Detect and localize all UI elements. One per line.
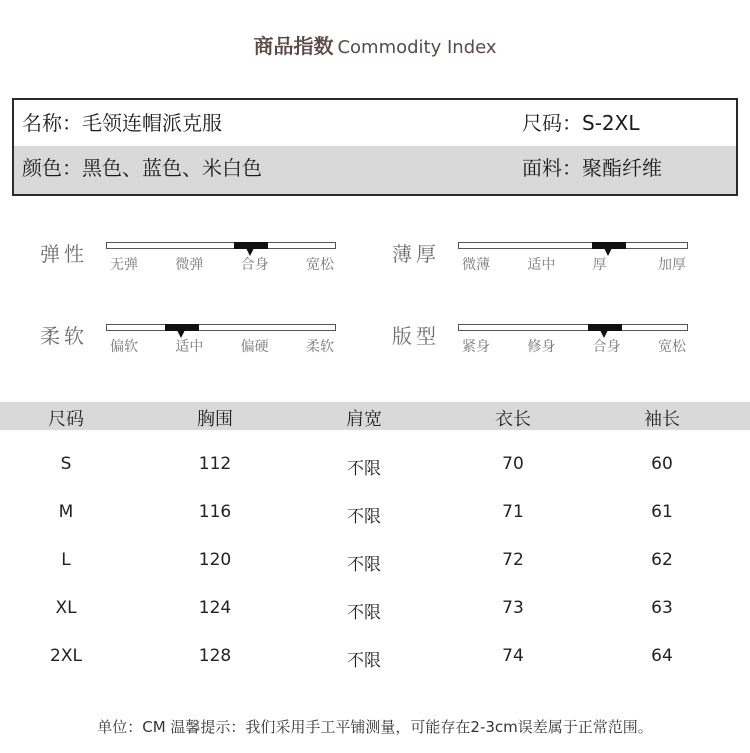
scale-bar (458, 242, 688, 249)
table-cell: 61 (651, 502, 673, 522)
scale-bar (106, 242, 336, 249)
product-fabric: 面料：聚酯纤维 (522, 156, 662, 180)
table-cell: 不限 (347, 459, 381, 479)
table-cell: 74 (502, 646, 524, 666)
page-title (0, 30, 750, 59)
scale-label: 加厚 (658, 257, 686, 273)
table-cell: M (58, 502, 74, 522)
measurement-note: 单位：CM 温馨提示：我们采用手工平铺测量，可能存在2-3cm误差属于正常范围。 (97, 718, 653, 736)
product-colors: 颜色：黑色、蓝色、米白色 (22, 156, 262, 180)
scale-label: 无弹 (110, 257, 138, 273)
scale-label: 微弹 (175, 257, 204, 273)
scale-label: 修身 (527, 339, 556, 355)
table-cell: 63 (651, 598, 673, 618)
scale-name: 薄厚 (392, 242, 440, 266)
table-row (0, 642, 750, 672)
scale-label: 紧身 (462, 339, 490, 355)
table-cell: 71 (502, 502, 524, 522)
header-size: 尺码 (48, 409, 84, 430)
table-cell: 70 (502, 454, 524, 474)
scale-label: 偏硬 (240, 339, 269, 355)
table-cell: 不限 (347, 651, 381, 671)
scale-label: 宽松 (306, 257, 334, 273)
table-cell: XL (55, 598, 77, 618)
table-cell: 124 (198, 598, 232, 618)
size-table-header (0, 402, 750, 430)
table-cell: 不限 (347, 603, 381, 623)
scale-fit (392, 320, 692, 360)
product-name: 名称：毛领连帽派克服 (22, 111, 222, 135)
scale-name: 弹性 (40, 242, 88, 266)
scale-elasticity (40, 238, 340, 278)
table-cell: 62 (651, 550, 673, 570)
info-row-2 (14, 146, 736, 194)
title-en: Commodity Index (337, 37, 497, 58)
table-row (0, 498, 750, 528)
info-row-1 (14, 100, 736, 146)
table-cell: 72 (502, 550, 524, 570)
header-sleeve: 袖长 (644, 409, 680, 430)
header-chest: 胸围 (197, 409, 233, 430)
table-cell: 60 (651, 454, 673, 474)
scale-label: 微薄 (462, 257, 490, 273)
product-size-range: 尺码：S-2XL (522, 111, 640, 135)
scale-softness (40, 320, 340, 360)
table-cell: 120 (198, 550, 232, 570)
scale-bar (106, 324, 336, 331)
scale-label: 适中 (527, 257, 556, 273)
table-cell: 128 (198, 646, 232, 666)
table-cell: 73 (502, 598, 524, 618)
scale-label: 合身 (592, 339, 621, 355)
scale-label: 宽松 (658, 339, 686, 355)
scale-label: 合身 (240, 257, 269, 273)
table-cell: 64 (651, 646, 673, 666)
table-cell: S (60, 454, 72, 474)
table-row (0, 594, 750, 624)
scale-label: 适中 (175, 339, 204, 355)
scale-label: 偏软 (110, 339, 138, 355)
table-cell: L (61, 550, 71, 570)
table-cell: 112 (198, 454, 232, 474)
header-length: 衣长 (495, 409, 531, 430)
scale-label: 厚 (592, 257, 607, 273)
table-cell: 不限 (347, 555, 381, 575)
table-cell: 不限 (347, 507, 381, 527)
table-row (0, 450, 750, 480)
scale-bar (458, 324, 688, 331)
title-cn: 商品指数 (253, 34, 334, 58)
scale-thickness (392, 238, 692, 278)
table-cell: 2XL (50, 646, 82, 666)
scale-name: 版型 (392, 324, 440, 348)
table-cell: 116 (198, 502, 232, 522)
header-shoulder: 肩宽 (346, 409, 382, 430)
scale-name: 柔软 (40, 324, 88, 348)
product-info-box (12, 98, 738, 196)
scale-label: 柔软 (306, 339, 334, 355)
table-row (0, 546, 750, 576)
